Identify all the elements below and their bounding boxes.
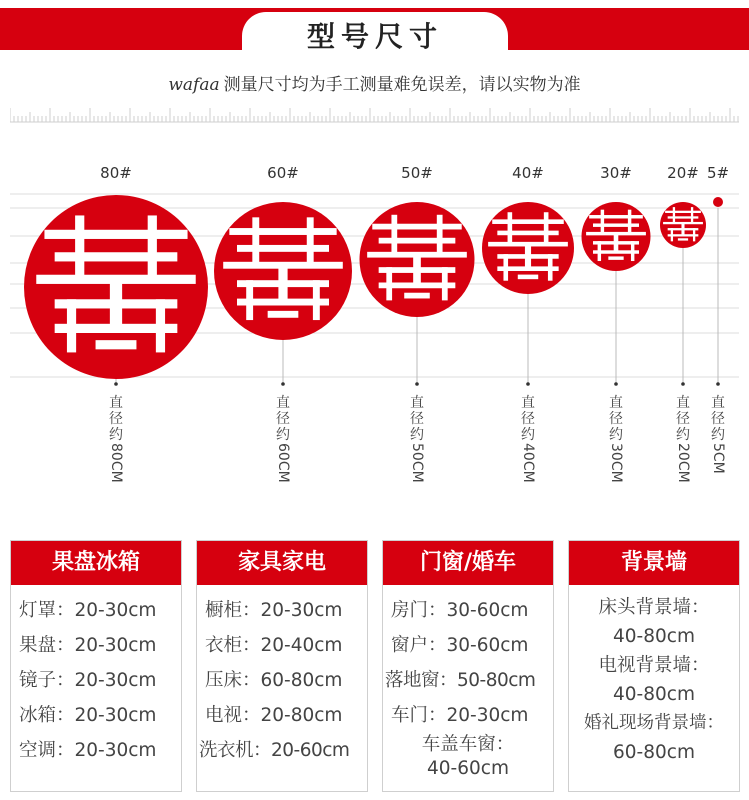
indicator-dot — [716, 382, 720, 386]
emblem-cutout — [693, 228, 695, 241]
size-label: 30# — [600, 164, 632, 182]
card-row: 40-60cm — [427, 758, 509, 779]
card-row: 果盘：20-30cm — [19, 635, 157, 656]
size-label: 60# — [267, 164, 299, 182]
emblem-cutout — [229, 228, 336, 235]
emblem-cutout — [497, 231, 558, 236]
card-row: 车门：20-30cm — [391, 705, 529, 726]
emblem-cutout — [268, 311, 299, 318]
size-item — [214, 164, 352, 386]
emblem-cutout — [156, 299, 165, 352]
emblem-cutout — [96, 340, 137, 349]
card-row: 40-80cm — [613, 684, 695, 705]
emblem-cutout — [110, 283, 122, 332]
header-tab — [244, 14, 506, 58]
emblem-cutout — [492, 219, 564, 224]
emblem-cutout — [673, 207, 675, 222]
disclaimer-text: 测量尺寸均为手工测量难免误差，请以实物为准 — [223, 75, 581, 95]
card-row: 60-80cm — [613, 742, 695, 763]
emblem-cutout — [437, 215, 443, 253]
emblem-cutout — [544, 212, 549, 243]
emblem-cutout — [586, 232, 646, 235]
emblem-cutout — [252, 217, 259, 263]
card-door-car — [382, 540, 554, 792]
emblem-cutout — [313, 280, 320, 320]
card-row: 冰箱：20-30cm — [19, 705, 157, 726]
card-row: 电视背景墙： — [598, 655, 710, 676]
card-row: 房门：30-60cm — [391, 600, 529, 621]
emblem-cutout — [488, 242, 568, 247]
emblem-cutout — [391, 215, 397, 253]
emblem-cutout — [307, 217, 314, 263]
emblem-cutout — [237, 245, 329, 252]
emblem-cutout — [668, 216, 699, 218]
card-title: 背景墙 — [569, 541, 739, 585]
card-row: 落地窗：50-80cm — [385, 670, 536, 691]
emblem-cutout — [598, 241, 601, 261]
indicator-dot — [415, 382, 419, 386]
brand-logo: wafaa — [168, 75, 220, 95]
size-label: 40# — [512, 164, 544, 182]
emblem-cutout — [67, 299, 76, 352]
size-item — [660, 164, 706, 386]
diameter-caption: 直 径 约 30CM — [608, 395, 624, 483]
emblem-cutout — [278, 268, 287, 305]
diameter-caption: 直 径 约 40CM — [520, 395, 536, 483]
emblem-cutout — [614, 235, 619, 253]
size-item — [582, 164, 651, 386]
card-row: 车盖车窗： — [421, 734, 515, 755]
indicator-dot — [114, 382, 118, 386]
card-title: 门窗/婚车 — [383, 541, 553, 585]
card-row: 窗户：30-60cm — [391, 635, 529, 656]
size-chart — [0, 150, 749, 395]
emblem-cutout — [413, 257, 421, 288]
emblem-cutout — [601, 210, 604, 233]
card-title: 家具家电 — [197, 541, 367, 585]
emblem-cutout — [548, 254, 553, 281]
card-row: 压床：60-80cm — [205, 670, 343, 691]
emblem-cutout — [36, 275, 195, 284]
emblem-cutout — [691, 207, 693, 222]
size-label: 80# — [100, 164, 132, 182]
disclaimer — [0, 70, 749, 95]
emblem-cutout — [55, 252, 178, 261]
indicator-dot — [614, 382, 618, 386]
emblem-cutout — [75, 215, 84, 276]
size-item — [482, 164, 574, 386]
diameter-caption: 直 径 约 50CM — [409, 395, 425, 483]
emblem-cutout — [372, 224, 461, 230]
emblem-cutout — [631, 241, 634, 261]
size-item — [24, 164, 208, 386]
emblem-cutout — [671, 228, 673, 241]
emblem-cutout — [386, 267, 392, 300]
card-row: 空调：20-30cm — [19, 740, 157, 761]
card-row: 镜子：20-30cm — [19, 670, 157, 691]
card-row: 洗衣机：20-60cm — [199, 740, 350, 761]
diameter-caption: 直 径 约 60CM — [275, 395, 291, 483]
card-row: 婚礼现场背景墙： — [584, 713, 724, 733]
card-row: 40-80cm — [613, 626, 695, 647]
card-row: 电视：20-80cm — [205, 705, 343, 726]
emblem-cutout — [379, 238, 456, 244]
emblem-cutout — [593, 223, 639, 226]
emblem-cutout — [367, 252, 467, 258]
emblem-cutout — [148, 215, 157, 276]
emblem-cutout — [508, 212, 513, 243]
card-row: 灯罩：20-30cm — [19, 600, 157, 621]
card-backdrop — [568, 540, 740, 792]
size-label: 50# — [401, 164, 433, 182]
indicator-dot — [526, 382, 530, 386]
emblem-cutout — [628, 210, 631, 233]
indicator-dot — [281, 382, 285, 386]
card-row: 橱柜：20-30cm — [205, 600, 343, 621]
emblem-cutout — [518, 275, 538, 280]
card-fruit-fridge — [10, 540, 182, 792]
emblem-cutout — [525, 246, 531, 271]
emblem-cutout — [404, 293, 430, 299]
emblem-cutout — [223, 262, 343, 269]
size-label: 5# — [706, 164, 730, 182]
size-item — [360, 164, 475, 386]
emblem-cutout — [44, 230, 187, 239]
diameter-caption: 直 径 约 20CM — [675, 395, 691, 483]
emblem-cutout — [503, 254, 508, 281]
emblem-cutout — [589, 215, 643, 218]
card-row: 床头背景墙： — [598, 597, 710, 618]
page-title: 型号尺寸 — [306, 20, 443, 53]
indicator-dot — [681, 382, 685, 386]
size-item — [707, 164, 729, 386]
diameter-caption: 直 径 约 80CM — [108, 395, 124, 483]
emblem-cutout — [678, 238, 688, 240]
diameter-caption: 直 径 约 5CM — [710, 395, 726, 474]
emblem-cutout — [608, 256, 623, 259]
ruler — [10, 104, 739, 124]
size-label: 20# — [667, 164, 699, 182]
card-title: 果盘冰箱 — [11, 541, 181, 585]
emblem-cutout — [442, 267, 448, 300]
emblem-cutout — [663, 222, 703, 224]
emblem-cutout — [665, 211, 701, 213]
emblem-cutout — [681, 224, 684, 236]
emblem-cutout — [246, 280, 253, 320]
double-happiness-emblem — [713, 197, 723, 207]
card-furniture — [196, 540, 368, 792]
card-row: 衣柜：20-40cm — [205, 635, 343, 656]
